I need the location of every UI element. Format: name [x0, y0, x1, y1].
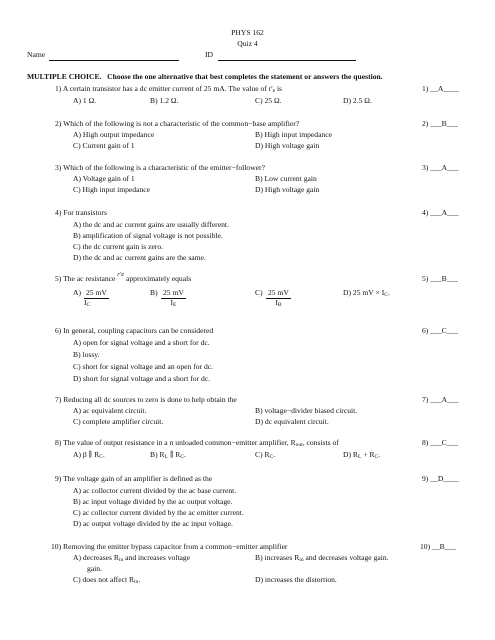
answer-1: 1) __A____ [422, 84, 459, 93]
question-stem: Which of the following is a characteristic of the emitter−follower? [63, 163, 265, 172]
option[interactable]: D) short for signal voltage and a short for dc. [73, 374, 211, 383]
option-tail: . [378, 450, 381, 459]
option-subscript: C [180, 454, 184, 460]
option[interactable]: B) amplification of signal voltage is not possible. [73, 231, 223, 240]
option[interactable]: A) High output impedance [73, 130, 155, 139]
question-number: 4) [55, 208, 62, 217]
denominator-subscript: E [173, 301, 177, 308]
id-label: ID [205, 50, 214, 59]
option-tail: . [138, 575, 141, 584]
stem-end: is [275, 84, 283, 93]
option-subscript: in [118, 557, 124, 563]
question-10 [51, 543, 287, 552]
option[interactable]: C) 25 Ω. [255, 96, 282, 105]
stem-subscript: out [295, 442, 303, 448]
option-subscript: C [269, 454, 274, 460]
fraction-numerator: 25 mV [86, 288, 107, 297]
stem-end: , consists of [302, 438, 339, 447]
option[interactable]: C) ac collector current divided by the ac emitter current. [73, 508, 244, 517]
fraction-denominator: I [275, 297, 278, 307]
option-text: A) decreases R [73, 553, 119, 562]
question-6 [55, 327, 213, 336]
option-subscript: C [384, 292, 388, 298]
question-7 [55, 396, 237, 405]
answer-6: 6) ___C___ [422, 326, 459, 335]
answer-9: 9) __D____ [422, 474, 459, 483]
option-tail: and decreases voltage gain. [303, 553, 389, 562]
option[interactable]: A) ac collector current divided by the ac base current. [73, 486, 237, 495]
option-text: A) β ∥ R [73, 450, 100, 459]
option[interactable]: D) 25 mV × $I_C$. [343, 288, 390, 298]
instructions-text: Choose the one alternative that best completes the statement or answers the question. [107, 72, 383, 81]
option[interactable]: C) the dc current gain is zero. [73, 242, 164, 251]
question-stem: Reducing all dc sources to zero is done to help obtain the [63, 395, 237, 404]
option-tail: . [102, 450, 105, 459]
option[interactable]: D) the dc and ac current gains are the same. [73, 253, 206, 262]
question-9 [55, 475, 212, 484]
option[interactable] [73, 451, 105, 460]
question-stem: In general, coupling capacitors can be considered [63, 326, 214, 335]
option[interactable] [150, 451, 186, 460]
option-mid: ∥ R [167, 450, 181, 459]
denominator-subscript: C [86, 301, 91, 308]
option-text: B) increases R [255, 553, 300, 562]
denominator-subscript: B [277, 301, 282, 308]
question-4 [55, 209, 107, 218]
question-number: 6) [55, 326, 62, 335]
question-1 [55, 85, 282, 94]
question-2 [55, 120, 299, 129]
answer-2: 2) ___B___ [422, 119, 459, 128]
option[interactable]: C) [255, 288, 263, 297]
option-text: D) R [343, 450, 358, 459]
option[interactable]: B) voltage−divider biased circuit. [255, 406, 358, 415]
option-subscript: L [357, 454, 362, 460]
fraction-numerator: 25 mV [163, 288, 184, 297]
name-label: Name [27, 50, 46, 59]
option-subscript: C [374, 454, 379, 460]
option[interactable]: A) ac equivalent circuit. [73, 406, 147, 415]
question-number: 7) [55, 395, 62, 404]
option[interactable] [73, 554, 190, 563]
option[interactable] [255, 451, 275, 460]
fraction-numerator: 25 mV [268, 288, 289, 297]
option-text: B) R [150, 450, 165, 459]
option[interactable]: B) [150, 288, 158, 297]
instructions-heading: MULTIPLE CHOICE. [27, 72, 102, 81]
question-stem: The ac resistance [63, 274, 116, 283]
option[interactable]: A) Voltage gain of 1 [73, 174, 135, 183]
option[interactable]: D) 2.5 Ω. [343, 96, 372, 105]
answer-10: 10) __B___ [420, 542, 457, 551]
question-number: 1) [55, 84, 62, 93]
option[interactable]: A) 1 Ω. [73, 96, 97, 105]
question-stem: For transistors [63, 208, 107, 217]
question-3 [55, 164, 265, 173]
option[interactable] [73, 576, 140, 585]
fraction-b[interactable] [161, 289, 186, 308]
option[interactable]: C) complete amplifier circuit. [73, 417, 164, 426]
question-number: 5) [55, 274, 62, 283]
answer-8: 8) ___C___ [422, 438, 459, 447]
name-field[interactable] [49, 60, 179, 61]
option-text: C) does not affect R [73, 575, 135, 584]
course-title: PHYS 162 [231, 28, 264, 37]
option[interactable]: C) short for signal voltage and an open for dc. [73, 362, 214, 371]
option-subscript: in [299, 557, 304, 563]
option[interactable]: B) lossy. [73, 350, 100, 359]
question-stem: The voltage gain of an amplifier is defined as the [63, 474, 213, 483]
option-mid: + R [361, 450, 375, 459]
quiz-title: Quiz 4 [237, 39, 258, 48]
option[interactable]: D) ac output voltage divided by the ac input voltage. [73, 519, 233, 528]
stem-end: approximately equals [126, 274, 192, 283]
option-text: D) 25 mV × I [343, 288, 385, 297]
fraction-c[interactable] [266, 289, 291, 308]
re-symbol: r'e [117, 271, 125, 278]
answer-5: 5) ___B___ [422, 274, 459, 283]
question-8 [55, 439, 339, 448]
id-field[interactable] [218, 60, 356, 61]
option-tail: . [273, 450, 276, 459]
option[interactable]: D) increases the distortion. [255, 575, 337, 584]
option-subscript: C [99, 454, 103, 460]
option-text: C) R [255, 450, 270, 459]
question-stem: A certain transistor has a dc emitter current of 25 mA. The value of r' [62, 84, 273, 93]
stem-subscript: e [272, 88, 276, 94]
option[interactable] [255, 554, 389, 563]
fraction-denominator: I [170, 297, 174, 307]
option[interactable]: A) [73, 288, 82, 297]
option[interactable]: A) the dc and ac current gains are usually different. [73, 220, 229, 229]
option-subscript: L [164, 454, 168, 460]
question-number: 9) [55, 474, 62, 483]
answer-4: 4) ___A___ [422, 208, 459, 217]
option[interactable] [343, 451, 380, 460]
answer-7: 7) ___A___ [422, 395, 459, 404]
option-tail: . [183, 450, 186, 459]
option-subscript: in [134, 579, 139, 585]
instructions [27, 73, 383, 82]
question-number: 2) [55, 119, 62, 128]
question-5 [55, 271, 192, 284]
option[interactable]: D) dc equivalent circuit. [255, 417, 329, 426]
fraction-a[interactable] [84, 289, 109, 308]
question-number: 3) [55, 163, 62, 172]
question-stem: The value of output resistance in a n unloaded common−emitter amplifier, R [63, 438, 296, 447]
question-number: 10) [51, 542, 62, 551]
option[interactable]: B) 1.2 Ω. [150, 96, 179, 105]
option-tail: and increases voltage [123, 553, 191, 562]
option[interactable]: B) High input impedance [255, 130, 332, 139]
option[interactable]: B) Low current gain [255, 174, 317, 183]
option[interactable]: D) High voltage gain [255, 185, 320, 194]
option-wrap: gain. [87, 564, 102, 573]
option[interactable]: A) open for signal voltage and a short for dc. [73, 338, 210, 347]
answer-3: 3) ___A___ [422, 163, 459, 172]
option[interactable]: D) High voltage gain [255, 141, 320, 150]
question-stem: Which of the following is not a characteristic of the common−base amplifier? [63, 119, 300, 128]
question-stem: Removing the emitter bypass capacitor from a common−emitter amplifier [63, 542, 288, 551]
question-number: 8) [55, 438, 62, 447]
fraction-denominator: I [84, 297, 87, 307]
option[interactable]: C) High input impedance [73, 185, 150, 194]
option[interactable]: C) Current gain of 1 [73, 141, 135, 150]
option[interactable]: B) ac input voltage divided by the ac output voltage. [73, 497, 233, 506]
